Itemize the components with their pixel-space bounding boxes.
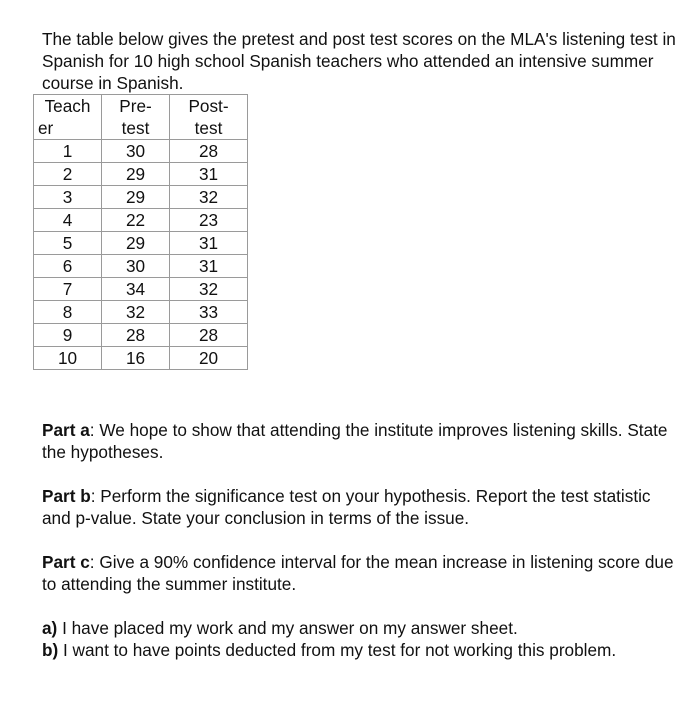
- table-row: [34, 278, 248, 301]
- cell-teacher: 1: [34, 140, 102, 163]
- header-teacher-line2: er: [38, 118, 54, 138]
- part-b-text: : Perform the significance test on your hypothesis. Report the test statistic and p-value. State your conclusion in terms of the issue.: [42, 486, 651, 528]
- cell-posttest: 28: [170, 324, 248, 347]
- intro-paragraph: The table below gives the pretest and post test scores on the MLA's listening test in Spanish for 10 high school Spanish teachers who attended an intensive summer course in Spanish.: [42, 29, 676, 93]
- header-pretest-line2: test: [121, 118, 150, 138]
- cell-posttest: 32: [170, 278, 248, 301]
- header-teacher: [34, 95, 102, 140]
- answer-option-a: [42, 617, 682, 639]
- header-teacher-line1: Teach: [44, 96, 91, 116]
- cell-teacher: 2: [34, 163, 102, 186]
- cell-teacher: 7: [34, 278, 102, 301]
- answer-b-text: I want to have points deducted from my test for not working this problem.: [58, 640, 617, 660]
- cell-pretest: 29: [102, 163, 170, 186]
- cell-posttest: 20: [170, 347, 248, 370]
- cell-pretest: 30: [102, 140, 170, 163]
- cell-posttest: 31: [170, 232, 248, 255]
- table-row: [34, 186, 248, 209]
- cell-posttest: 31: [170, 255, 248, 278]
- part-c: [42, 551, 682, 595]
- cell-pretest: 32: [102, 301, 170, 324]
- table-row: [34, 163, 248, 186]
- table-row: [34, 301, 248, 324]
- cell-teacher: 4: [34, 209, 102, 232]
- header-posttest: [170, 95, 248, 140]
- questions-section: [42, 419, 682, 661]
- cell-teacher: 9: [34, 324, 102, 347]
- cell-pretest: 28: [102, 324, 170, 347]
- header-posttest-line1: Post-: [188, 96, 229, 116]
- table-header-row: [34, 95, 248, 140]
- answer-option-b: [42, 639, 682, 661]
- cell-teacher: 8: [34, 301, 102, 324]
- answer-a-label: a): [42, 618, 58, 638]
- cell-posttest: 28: [170, 140, 248, 163]
- cell-pretest: 16: [102, 347, 170, 370]
- table-row: [34, 209, 248, 232]
- part-c-label: Part c: [42, 552, 90, 572]
- cell-teacher: 10: [34, 347, 102, 370]
- cell-posttest: 31: [170, 163, 248, 186]
- header-pretest: [102, 95, 170, 140]
- cell-teacher: 3: [34, 186, 102, 209]
- part-c-text: : Give a 90% confidence interval for the mean increase in listening score due to attending the summer institute.: [42, 552, 674, 594]
- part-b-label: Part b: [42, 486, 91, 506]
- cell-posttest: 23: [170, 209, 248, 232]
- table-row: [34, 232, 248, 255]
- cell-pretest: 34: [102, 278, 170, 301]
- part-a: [42, 419, 682, 463]
- scores-table: [33, 94, 248, 370]
- part-a-label: Part a: [42, 420, 90, 440]
- part-b: [42, 485, 682, 529]
- header-posttest-line2: test: [194, 118, 223, 138]
- part-a-text: : We hope to show that attending the institute improves listening skills. State the hypotheses.: [42, 420, 668, 462]
- cell-posttest: 33: [170, 301, 248, 324]
- answer-a-text: I have placed my work and my answer on my answer sheet.: [57, 618, 518, 638]
- cell-teacher: 6: [34, 255, 102, 278]
- table-row: [34, 324, 248, 347]
- cell-teacher: 5: [34, 232, 102, 255]
- cell-posttest: 32: [170, 186, 248, 209]
- table-row: [34, 347, 248, 370]
- header-pretest-line1: Pre-: [119, 96, 152, 116]
- cell-pretest: 29: [102, 232, 170, 255]
- table-row: [34, 255, 248, 278]
- answer-b-label: b): [42, 640, 59, 660]
- cell-pretest: 30: [102, 255, 170, 278]
- cell-pretest: 29: [102, 186, 170, 209]
- cell-pretest: 22: [102, 209, 170, 232]
- answer-options: [42, 617, 682, 661]
- table-row: [34, 140, 248, 163]
